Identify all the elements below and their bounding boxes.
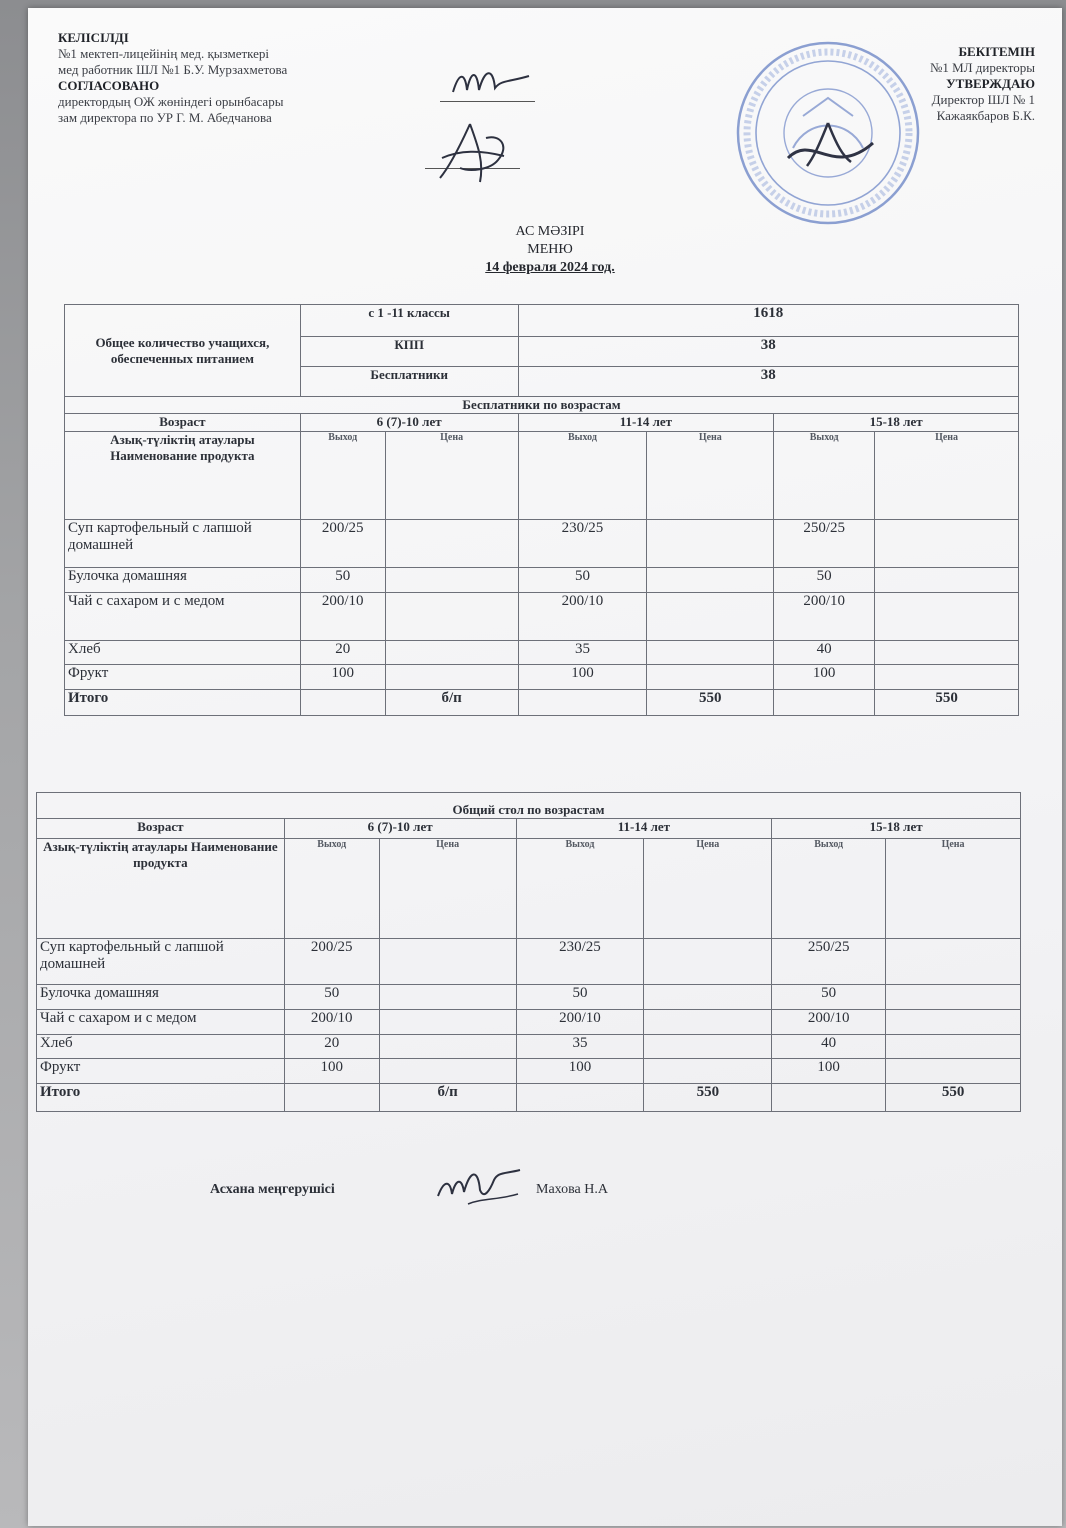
product-name: Булочка домашняя (37, 985, 285, 1010)
title-kz: АС МӘЗІРІ (515, 224, 585, 239)
price-header: Цена (886, 839, 1021, 939)
out-value: 50 (774, 568, 875, 593)
out-value: 100 (772, 1059, 886, 1084)
summary-value-free: 38 (518, 367, 1018, 397)
out-header: Выход (284, 839, 379, 939)
product-name: Булочка домашняя (65, 568, 301, 593)
total-value: 550 (886, 1084, 1021, 1112)
header-left-line1: №1 мектеп-лицейінің мед. қызметкері (58, 46, 270, 61)
header-left-line4: зам директора по УР Г. М. Абедчанова (58, 110, 272, 125)
menu-date: 14 февраля 2024 год. (485, 260, 615, 275)
out-value: 250/25 (772, 939, 886, 985)
price-header: Цена (379, 839, 516, 939)
out-value: 40 (772, 1035, 886, 1059)
product-name: Суп картофельный с лапшой домашней (65, 520, 301, 568)
total-value: б/п (379, 1084, 516, 1112)
age-group-1: 6 (7)-10 лет (300, 414, 518, 432)
out-value: 230/25 (516, 939, 644, 985)
out-value: 50 (284, 985, 379, 1010)
total-value: 550 (647, 690, 774, 716)
out-value: 200/10 (284, 1010, 379, 1035)
price-header: Цена (647, 432, 774, 520)
header-left (58, 30, 438, 126)
out-value: 200/25 (300, 520, 385, 568)
table-row (65, 593, 1019, 641)
out-value: 40 (774, 641, 875, 665)
out-value: 200/10 (518, 593, 647, 641)
signature-canteen-head (428, 1160, 528, 1210)
out-header: Выход (772, 839, 886, 939)
table-row (37, 939, 1021, 985)
table-row (37, 985, 1021, 1010)
out-value: 50 (772, 985, 886, 1010)
canteen-head-role: Асхана меңгерушісі (210, 1182, 335, 1197)
out-value: 50 (300, 568, 385, 593)
common-table-title: Общий стол по возрастам (37, 793, 1021, 819)
product-name: Суп картофельный с лапшой домашней (37, 939, 285, 985)
summary-value-kpp: 38 (518, 337, 1018, 367)
product-name: Хлеб (65, 641, 301, 665)
product-name: Хлеб (37, 1035, 285, 1059)
header-right-line3: Кажаякбаров Б.К. (936, 108, 1035, 123)
out-value: 100 (518, 665, 647, 690)
out-value: 200/10 (516, 1010, 644, 1035)
out-value: 20 (300, 641, 385, 665)
out-value: 230/25 (518, 520, 647, 568)
product-name: Чай с сахаром и с медом (65, 593, 301, 641)
approve-ru: УТВЕРЖДАЮ (946, 76, 1035, 91)
total-value: 550 (875, 690, 1019, 716)
header-right-line1: №1 МЛ директоры (929, 60, 1035, 75)
price-header: Цена (875, 432, 1019, 520)
total-label: Итого (65, 690, 301, 716)
age-group-2: 11-14 лет (516, 819, 772, 839)
out-value: 20 (284, 1035, 379, 1059)
age-group-3: 15-18 лет (774, 414, 1019, 432)
agreed-ru: СОГЛАСОВАНО (58, 78, 160, 93)
table-row (37, 1010, 1021, 1035)
product-name: Чай с сахаром и с медом (37, 1010, 285, 1035)
common-table (36, 792, 1021, 1112)
out-header: Выход (300, 432, 385, 520)
signature-medic (445, 62, 535, 104)
out-value: 35 (516, 1035, 644, 1059)
header-right-line2: Директор ШЛ № 1 (931, 92, 1035, 107)
signature-deputy (430, 116, 520, 188)
age-label: Возраст (37, 819, 285, 839)
age-group-1: 6 (7)-10 лет (284, 819, 516, 839)
agreed-kz: КЕЛІСІЛДІ (58, 30, 129, 45)
table-row (37, 1059, 1021, 1084)
product-name: Фрукт (37, 1059, 285, 1084)
out-value: 50 (518, 568, 647, 593)
product-header: Азық-түліктің атаулары Наименование продукта (65, 432, 301, 520)
total-row (37, 1084, 1021, 1112)
age-label: Возраст (65, 414, 301, 432)
out-value: 50 (516, 985, 644, 1010)
menu-title (400, 223, 700, 277)
table-row (65, 665, 1019, 690)
canteen-head-name: Махова Н.А (536, 1182, 608, 1197)
out-value: 250/25 (774, 520, 875, 568)
table-row (65, 520, 1019, 568)
summary-label-free: Бесплатники (300, 367, 518, 397)
students-count-label: Общее количество учащихся, обеспеченных питанием (65, 305, 301, 397)
age-group-2: 11-14 лет (518, 414, 774, 432)
out-value: 200/25 (284, 939, 379, 985)
free-table-title: Бесплатники по возрастам (65, 397, 1019, 414)
title-ru: МЕНЮ (527, 242, 573, 257)
summary-label-kpp: КПП (300, 337, 518, 367)
price-header: Цена (644, 839, 772, 939)
product-header: Азық-түліктің атаулары Наименование продукта (37, 839, 285, 939)
total-row (65, 690, 1019, 716)
age-group-3: 15-18 лет (772, 819, 1021, 839)
header-left-line2: мед работник ШЛ №1 Б.У. Мурзахметова (58, 62, 288, 77)
free-meals-table (64, 304, 1019, 716)
table-row (65, 568, 1019, 593)
out-value: 100 (300, 665, 385, 690)
out-header: Выход (774, 432, 875, 520)
table-row (65, 641, 1019, 665)
out-header: Выход (518, 432, 647, 520)
out-value: 200/10 (300, 593, 385, 641)
out-value: 200/10 (772, 1010, 886, 1035)
header-left-line3: директордың ОЖ жөніндегі орынбасары (58, 94, 284, 109)
out-value: 100 (516, 1059, 644, 1084)
product-name: Фрукт (65, 665, 301, 690)
out-value: 100 (284, 1059, 379, 1084)
out-value: 100 (774, 665, 875, 690)
price-header: Цена (385, 432, 518, 520)
header-right (835, 44, 1035, 124)
out-value: 35 (518, 641, 647, 665)
total-label: Итого (37, 1084, 285, 1112)
total-value: б/п (385, 690, 518, 716)
approve-kz: БЕКІТЕМІН (958, 44, 1035, 59)
total-value: 550 (644, 1084, 772, 1112)
summary-label-grades: с 1 -11 классы (300, 305, 518, 337)
table-row (37, 1035, 1021, 1059)
summary-value-grades: 1618 (518, 305, 1018, 337)
out-header: Выход (516, 839, 644, 939)
out-value: 200/10 (774, 593, 875, 641)
